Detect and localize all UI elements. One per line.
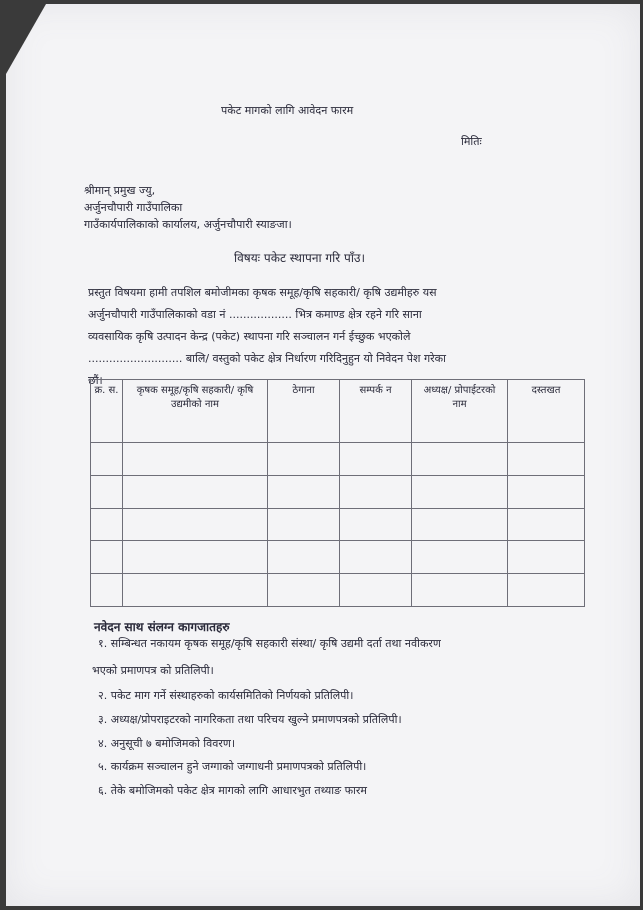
table-cell[interactable] bbox=[340, 475, 412, 508]
body-line: अर्जुनचौपारी गाउँपालिकाको वडा नं .................. भित्र कमाण्ड क्षेत्र रहने गरि साना bbox=[88, 308, 422, 321]
table-cell[interactable] bbox=[412, 508, 508, 541]
subject-line: विषयः पकेट स्थापना गरि पाँउ। bbox=[234, 251, 366, 265]
applicant-table bbox=[90, 379, 585, 607]
annex-item: ५. कार्यक्रम सञ्चालन हुने जग्गाको जग्गाधनी प्रमाणपत्रको प्रतिलिपी। bbox=[98, 760, 367, 773]
annex-item: २. पकेट माग गर्ने संस्थाहरुको कार्यसमितिको निर्णयको प्रतिलिपी। bbox=[98, 689, 354, 702]
addressee-line-3: गाउँकार्यपालिकाको कार्यालय, अर्जुनचौपारी स्याङजा। bbox=[84, 218, 292, 231]
annex-item: भएको प्रमाणपत्र को प्रतिलिपी। bbox=[92, 664, 214, 677]
table-row bbox=[91, 443, 585, 476]
table-cell[interactable] bbox=[412, 475, 508, 508]
table-cell[interactable] bbox=[340, 443, 412, 476]
body-line: व्यवसायिक कृषि उत्पादन केन्द्र (पकेट) स्थापना गरि सञ्चालन गर्न ईच्छुक भएकोले bbox=[88, 330, 411, 343]
table-cell[interactable] bbox=[508, 443, 585, 476]
table-row bbox=[91, 574, 585, 607]
annex-item: ६. तेके बमोजिमको पकेट क्षेत्र मागको लागि आधारभुत तथ्याङ फारम bbox=[98, 784, 367, 797]
table-cell[interactable] bbox=[340, 508, 412, 541]
table-cell[interactable] bbox=[123, 475, 268, 508]
table-cell[interactable] bbox=[508, 574, 585, 607]
body-line: छौं। bbox=[88, 374, 103, 387]
addressee-line-2: अर्जुनचौपारी गाउँपालिका bbox=[84, 201, 183, 214]
table-cell[interactable] bbox=[91, 574, 123, 607]
table-cell[interactable] bbox=[91, 475, 123, 508]
document-page bbox=[6, 4, 640, 906]
table-cell[interactable] bbox=[268, 443, 340, 476]
table-cell[interactable] bbox=[268, 508, 340, 541]
annex-heading: नवेदन साथ संलग्न कागजातहरु bbox=[94, 620, 230, 634]
col-signature: दस्तखत bbox=[508, 380, 585, 443]
date-label: मितिः bbox=[461, 135, 482, 148]
col-address: ठेगाना bbox=[268, 380, 340, 443]
table-cell[interactable] bbox=[412, 574, 508, 607]
table-cell[interactable] bbox=[123, 541, 268, 574]
annex-item: ४. अनुसूची ७ बमोजिमको विवरण। bbox=[98, 737, 235, 750]
table-cell[interactable] bbox=[91, 541, 123, 574]
table-cell[interactable] bbox=[123, 574, 268, 607]
table-header-row bbox=[91, 380, 585, 443]
col-serial: क्र. स. bbox=[91, 380, 123, 443]
table-cell[interactable] bbox=[508, 475, 585, 508]
body-paragraph bbox=[88, 282, 558, 392]
table-cell[interactable] bbox=[412, 443, 508, 476]
table-cell[interactable] bbox=[508, 541, 585, 574]
table-cell[interactable] bbox=[268, 574, 340, 607]
addressee-line-1: श्रीमान् प्रमुख ज्यु, bbox=[84, 184, 156, 197]
body-line: प्रस्तुत विषयमा हामी तपशिल बमोजीमका कृषक समूह/कृषि सहकारी/ कृषि उद्यमीहरु यस bbox=[88, 286, 437, 299]
folded-corner bbox=[6, 4, 46, 74]
col-group-name: कृषक समूह/कृषि सहकारी/ कृषि उद्यमीको नाम bbox=[123, 380, 268, 443]
table-cell[interactable] bbox=[508, 508, 585, 541]
table-cell[interactable] bbox=[412, 541, 508, 574]
table-cell[interactable] bbox=[268, 475, 340, 508]
col-chairperson: अध्यक्ष/ प्रोपाईटरको नाम bbox=[412, 380, 508, 443]
body-line: ........................... बालि/ वस्तुको पकेट क्षेत्र निर्धारण गरिदिनुहुन यो निवेदन पेश गरेका bbox=[88, 352, 446, 365]
table-row bbox=[91, 508, 585, 541]
table-row bbox=[91, 541, 585, 574]
table-cell[interactable] bbox=[123, 443, 268, 476]
annex-item: १. सम्बिन्धत नकायम कृषक समूह/कृषि सहकारी संस्था/ कृषि उद्यमी दर्ता तथा नवीकरण bbox=[98, 637, 441, 650]
table-cell[interactable] bbox=[340, 574, 412, 607]
table-cell[interactable] bbox=[91, 508, 123, 541]
col-contact: सम्पर्क न bbox=[340, 380, 412, 443]
annex-item: ३. अध्यक्ष/प्रोपराइटरको नागरिकता तथा परिचय खुल्ने प्रमाणपत्रको प्रतिलिपी। bbox=[98, 713, 402, 726]
table-cell[interactable] bbox=[123, 508, 268, 541]
form-title: पकेट मागको लागि आवेदन फारम bbox=[221, 104, 354, 117]
table-cell[interactable] bbox=[340, 541, 412, 574]
table-cell[interactable] bbox=[268, 541, 340, 574]
table-row bbox=[91, 475, 585, 508]
table-cell[interactable] bbox=[91, 443, 123, 476]
